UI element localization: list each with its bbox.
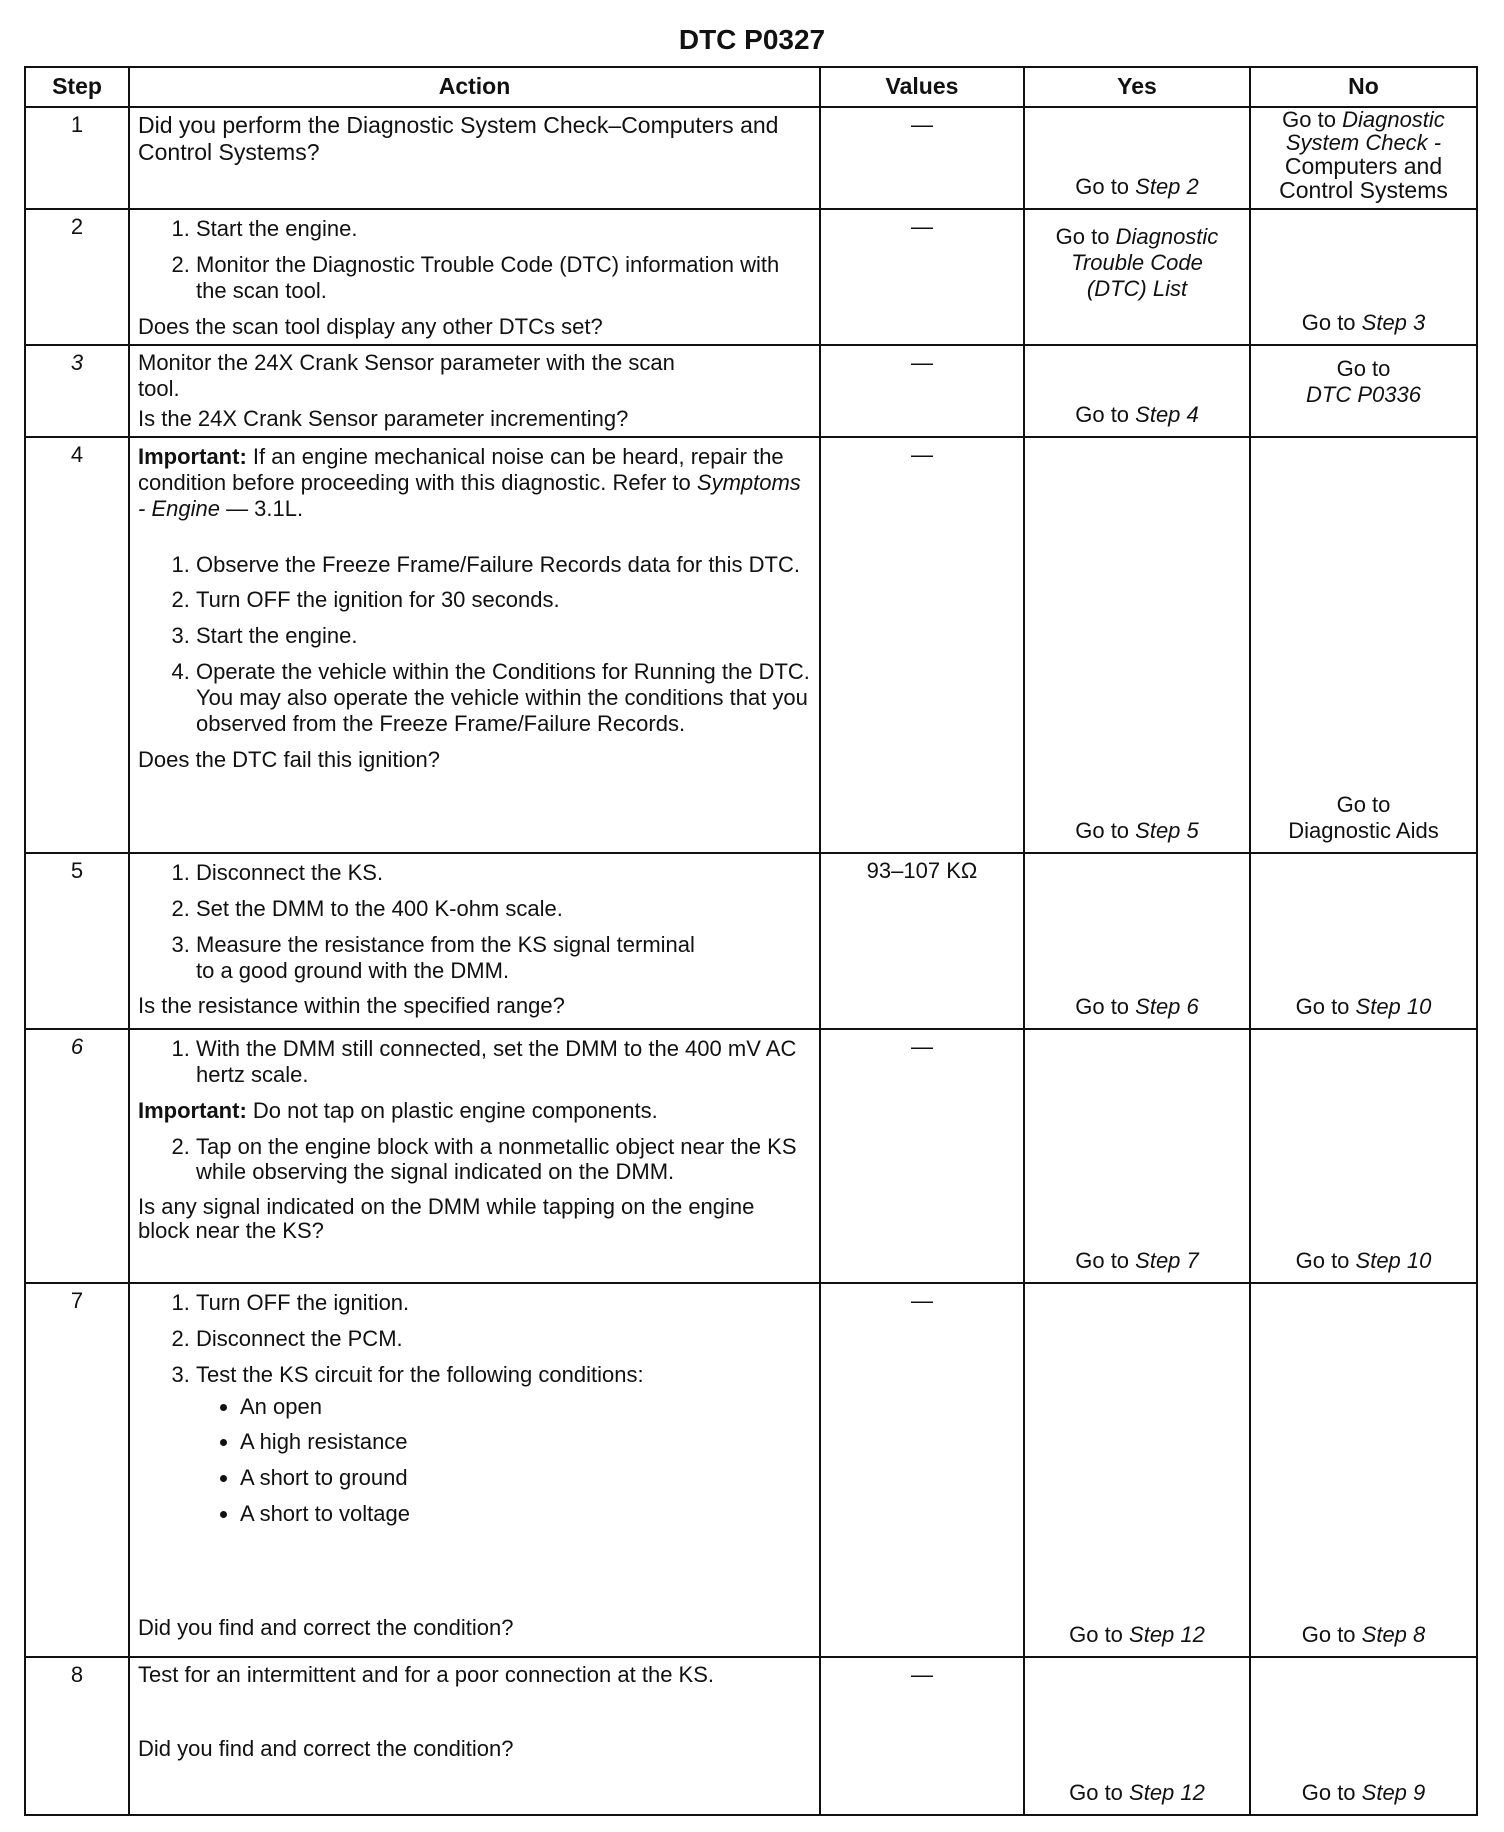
yes-link[interactable]: Go to Diagnostic Trouble Code (DTC) List: [1055, 224, 1219, 301]
action-question: Did you find and correct the condition?: [138, 1735, 514, 1761]
no-link[interactable]: Go to Diagnostic System Check - Computers and Control Systems: [1279, 107, 1448, 204]
table-row: [25, 1657, 1477, 1815]
table-row: [25, 345, 1477, 437]
header-no: No: [1250, 67, 1477, 107]
action-step: 1. Disconnect the KS.: [196, 860, 711, 886]
no-link[interactable]: Go to Step 3: [1301, 309, 1426, 335]
action-step: 3. Measure the resistance from the KS signal terminal to a good ground with the DMM.: [196, 932, 711, 984]
action-cell: [129, 209, 820, 345]
values-cell: —: [820, 437, 1024, 853]
table-row: [25, 437, 1477, 853]
step-number: 2: [25, 209, 129, 345]
action-step: 1. Turn OFF the ignition.: [196, 1290, 811, 1316]
yes-link[interactable]: Go to Step 7: [1075, 1247, 1199, 1273]
values-cell: —: [820, 209, 1024, 345]
no-cell: [1250, 1283, 1477, 1657]
diagnostic-table: [24, 66, 1478, 1816]
table-header-row: [25, 67, 1477, 107]
action-step: 4. Operate the vehicle within the Conditions for Running the DTC. You may also operate the vehicle within the conditions that you observed from the Freeze Frame/Failure Records.: [196, 659, 811, 737]
no-cell: [1250, 209, 1477, 345]
action-step: 2. Disconnect the PCM.: [196, 1326, 811, 1352]
action-cell: [129, 107, 820, 209]
values-cell: 93–107 KΩ: [820, 853, 1024, 1029]
condition-item: • A short to ground: [240, 1465, 811, 1491]
action-step: 1. Start the engine.: [196, 216, 811, 242]
page-title: DTC P0327: [678, 24, 826, 55]
action-text: Did you perform the Diagnostic System Check–Computers and Control Systems?: [138, 112, 779, 166]
no-cell: [1250, 345, 1477, 437]
table-row: [25, 853, 1477, 1029]
no-cell: [1250, 853, 1477, 1029]
values-cell: —: [820, 1283, 1024, 1657]
yes-cell: [1024, 345, 1250, 437]
no-link[interactable]: Go to DTC P0336: [1306, 355, 1421, 407]
values-cell: —: [820, 345, 1024, 437]
yes-link[interactable]: Go to Step 12: [1069, 1779, 1205, 1805]
action-step: 2. Turn OFF the ignition for 30 seconds.: [196, 587, 811, 613]
no-link[interactable]: Go to Step 10: [1295, 993, 1432, 1019]
header-values: Values: [820, 67, 1024, 107]
yes-cell: [1024, 1283, 1250, 1657]
no-link[interactable]: Go to Step 9: [1301, 1779, 1426, 1805]
header-step: Step: [25, 67, 129, 107]
step-number: 7: [25, 1283, 129, 1657]
values-cell: —: [820, 1029, 1024, 1283]
yes-link[interactable]: Go to Step 2: [1075, 174, 1199, 200]
condition-item: • An open: [240, 1394, 811, 1420]
action-question: Is any signal indicated on the DMM while tapping on the engine block near the KS?: [138, 1194, 755, 1243]
action-step: 2. Tap on the engine block with a nonmetallic object near the KS while observing the signal indicated on the DMM.: [196, 1134, 811, 1186]
yes-cell: [1024, 209, 1250, 345]
important-note: Important: Do not tap on plastic engine components.: [138, 1097, 658, 1123]
action-steps-list: [138, 1036, 811, 1088]
action-steps-list: [138, 860, 811, 984]
no-cell: [1250, 437, 1477, 853]
action-cell: [129, 1283, 820, 1657]
action-cell: [129, 437, 820, 853]
action-question: Is the resistance within the specified range?: [138, 993, 565, 1019]
no-cell: [1250, 1029, 1477, 1283]
yes-cell: [1024, 107, 1250, 209]
action-cell: [129, 853, 820, 1029]
action-cell: [129, 1657, 820, 1815]
table-row: [25, 1283, 1477, 1657]
action-steps-list: [138, 1134, 811, 1186]
header-yes: Yes: [1024, 67, 1250, 107]
table-row: [25, 1029, 1477, 1283]
important-note: Important: If an engine mechanical noise can be heard, repair the condition before proceeding with this diagnostic. Refer to Symptoms - Engine — 3.1L.: [138, 443, 801, 521]
action-steps-list: [138, 216, 811, 304]
no-cell: [1250, 107, 1477, 209]
step-number: 3: [25, 345, 129, 437]
no-cell: [1250, 1657, 1477, 1815]
action-step: 2. Set the DMM to the 400 K-ohm scale.: [196, 896, 711, 922]
action-step: 2. Monitor the Diagnostic Trouble Code (DTC) information with the scan tool.: [196, 252, 811, 304]
action-question: Is the 24X Crank Sensor parameter incrementing?: [138, 405, 629, 431]
action-cell: [129, 345, 820, 437]
condition-item: • A high resistance: [240, 1429, 811, 1455]
action-step: 3. Test the KS circuit for the following conditions: • An open • A high resistance • A short to ground • A short to voltage: [196, 1362, 811, 1528]
action-step: 1. With the DMM still connected, set the DMM to the 400 mV AC hertz scale.: [196, 1036, 811, 1088]
yes-cell: [1024, 1657, 1250, 1815]
no-link[interactable]: Go to Step 8: [1301, 1621, 1426, 1647]
yes-cell: [1024, 437, 1250, 853]
condition-item: • A short to voltage: [240, 1501, 811, 1527]
yes-cell: [1024, 1029, 1250, 1283]
step-number: 4: [25, 437, 129, 853]
no-link[interactable]: Go to Diagnostic Aids: [1288, 791, 1439, 843]
table-row: [25, 209, 1477, 345]
step-number: 5: [25, 853, 129, 1029]
action-text: Test for an intermittent and for a poor connection at the KS.: [138, 1661, 714, 1687]
action-steps-list: [138, 552, 811, 738]
yes-link[interactable]: Go to Step 4: [1075, 401, 1199, 427]
step-number: 1: [25, 107, 129, 209]
action-question: Did you find and correct the condition?: [138, 1615, 514, 1641]
table-row: [25, 107, 1477, 209]
values-cell: —: [820, 107, 1024, 209]
action-steps-list: [138, 1290, 811, 1528]
action-step: 1. Observe the Freeze Frame/Failure Records data for this DTC.: [196, 552, 811, 578]
action-text: Monitor the 24X Crank Sensor parameter with the scan tool.: [138, 349, 675, 401]
yes-link[interactable]: Go to Step 12: [1069, 1621, 1205, 1647]
action-cell: [129, 1029, 820, 1283]
action-question: Does the DTC fail this ignition?: [138, 747, 441, 773]
yes-link[interactable]: Go to Step 6: [1075, 993, 1199, 1019]
yes-link[interactable]: Go to Step 5: [1075, 817, 1199, 843]
no-link[interactable]: Go to Step 10: [1295, 1247, 1432, 1273]
yes-cell: [1024, 853, 1250, 1029]
header-action: Action: [129, 67, 820, 107]
step-number: 6: [25, 1029, 129, 1283]
action-step: 3. Start the engine.: [196, 623, 811, 649]
step-number: 8: [25, 1657, 129, 1815]
values-cell: —: [820, 1657, 1024, 1815]
condition-list: [196, 1394, 811, 1528]
action-question: Does the scan tool display any other DTCs set?: [138, 313, 603, 339]
